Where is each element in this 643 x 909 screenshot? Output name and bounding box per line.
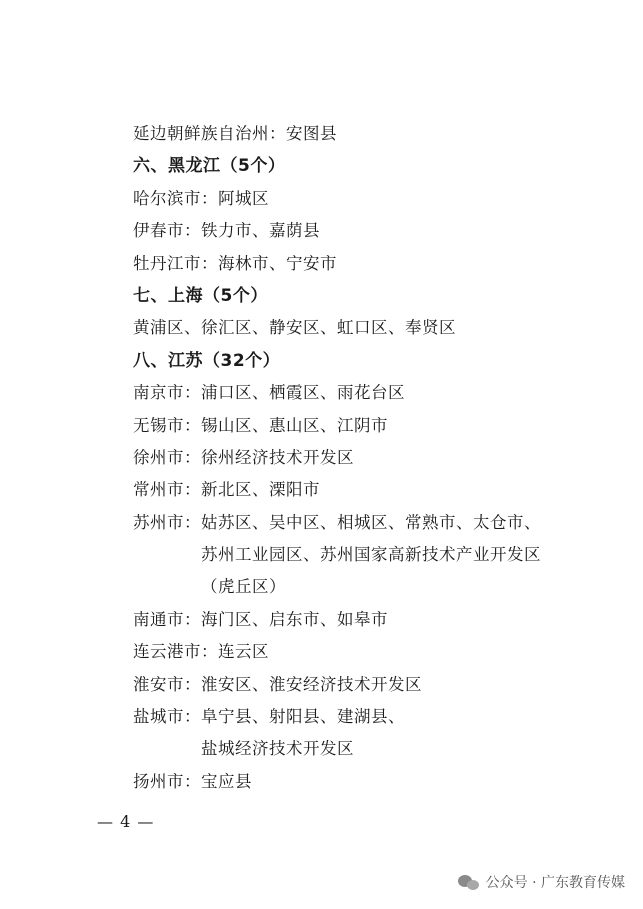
list-item <box>133 442 613 474</box>
entry-items: 海林市、宁安市 <box>218 253 337 273</box>
entry-items: 姑苏区、吴中区、相城区、常熟市、太仓市、 <box>201 512 541 532</box>
list-item <box>133 183 613 215</box>
entry-city: 南京市： <box>133 383 201 403</box>
entry-items: （虎丘区） <box>201 577 286 597</box>
entry-city: 扬州市： <box>133 771 201 791</box>
entry-items: 阿城区 <box>218 188 269 208</box>
entry-items: 宝应县 <box>201 771 252 791</box>
list-item <box>133 604 613 636</box>
entry-city: 牡丹江市： <box>133 253 218 273</box>
watermark-text: 公众号 · 广东教育传媒 <box>485 875 625 891</box>
entry-items: 苏州工业园区、苏州国家高新技术产业开发区 <box>201 545 541 565</box>
entry-items: 海门区、启东市、如皋市 <box>201 609 388 629</box>
list-item <box>133 701 613 733</box>
watermark <box>458 872 625 892</box>
list-item <box>133 312 613 344</box>
list-item <box>133 410 613 442</box>
entry-items: 浦口区、栖霞区、雨花台区 <box>201 383 405 403</box>
list-item <box>133 377 613 409</box>
wechat-icon <box>458 873 480 891</box>
list-item <box>133 248 613 280</box>
entry-items: 铁力市、嘉荫县 <box>201 221 320 241</box>
entry-city: 连云港市： <box>133 642 218 662</box>
page-number: — 4 — <box>97 812 155 831</box>
entry-items: 徐州经济技术开发区 <box>201 447 354 467</box>
entry-city: 无锡市： <box>133 415 201 435</box>
entry-city: 淮安市： <box>133 674 201 694</box>
list-item <box>133 507 613 539</box>
entry-items: 淮安区、淮安经济技术开发区 <box>201 674 422 694</box>
entry-continuation <box>133 539 613 571</box>
section-heading: 八、江苏（32个） <box>133 350 281 371</box>
entry-items: 锡山区、惠山区、江阴市 <box>201 415 388 435</box>
entry-items: 阜宁县、射阳县、建湖县、 <box>201 707 405 727</box>
entry-items: 连云区 <box>218 642 269 662</box>
entry-city: 延边朝鲜族自治州： <box>133 124 286 143</box>
entry-items: 安图县 <box>286 124 337 143</box>
section-heading: 六、黑龙江（5个） <box>133 156 286 177</box>
list-item <box>133 669 613 701</box>
list-item <box>133 636 613 668</box>
entry-items: 盐城经济技术开发区 <box>201 739 354 759</box>
document-body <box>133 118 613 798</box>
entry-continuation <box>133 571 613 603</box>
entry-items: 新北区、溧阳市 <box>201 480 320 500</box>
entry-city: 伊春市： <box>133 221 201 241</box>
entry-city: 哈尔滨市： <box>133 188 218 208</box>
list-item <box>133 215 613 247</box>
entry-city: 常州市： <box>133 480 201 500</box>
entry-city: 徐州市： <box>133 447 201 467</box>
entry-city: 苏州市： <box>133 512 201 532</box>
entry-items: 黄浦区、徐汇区、静安区、虹口区、奉贤区 <box>133 318 456 338</box>
section-heading: 七、上海（5个） <box>133 285 268 306</box>
entry-city: 盐城市： <box>133 707 201 727</box>
list-item <box>133 118 613 150</box>
entry-continuation <box>133 733 613 765</box>
list-item <box>133 474 613 506</box>
entry-city: 南通市： <box>133 609 201 629</box>
list-item <box>133 766 613 798</box>
